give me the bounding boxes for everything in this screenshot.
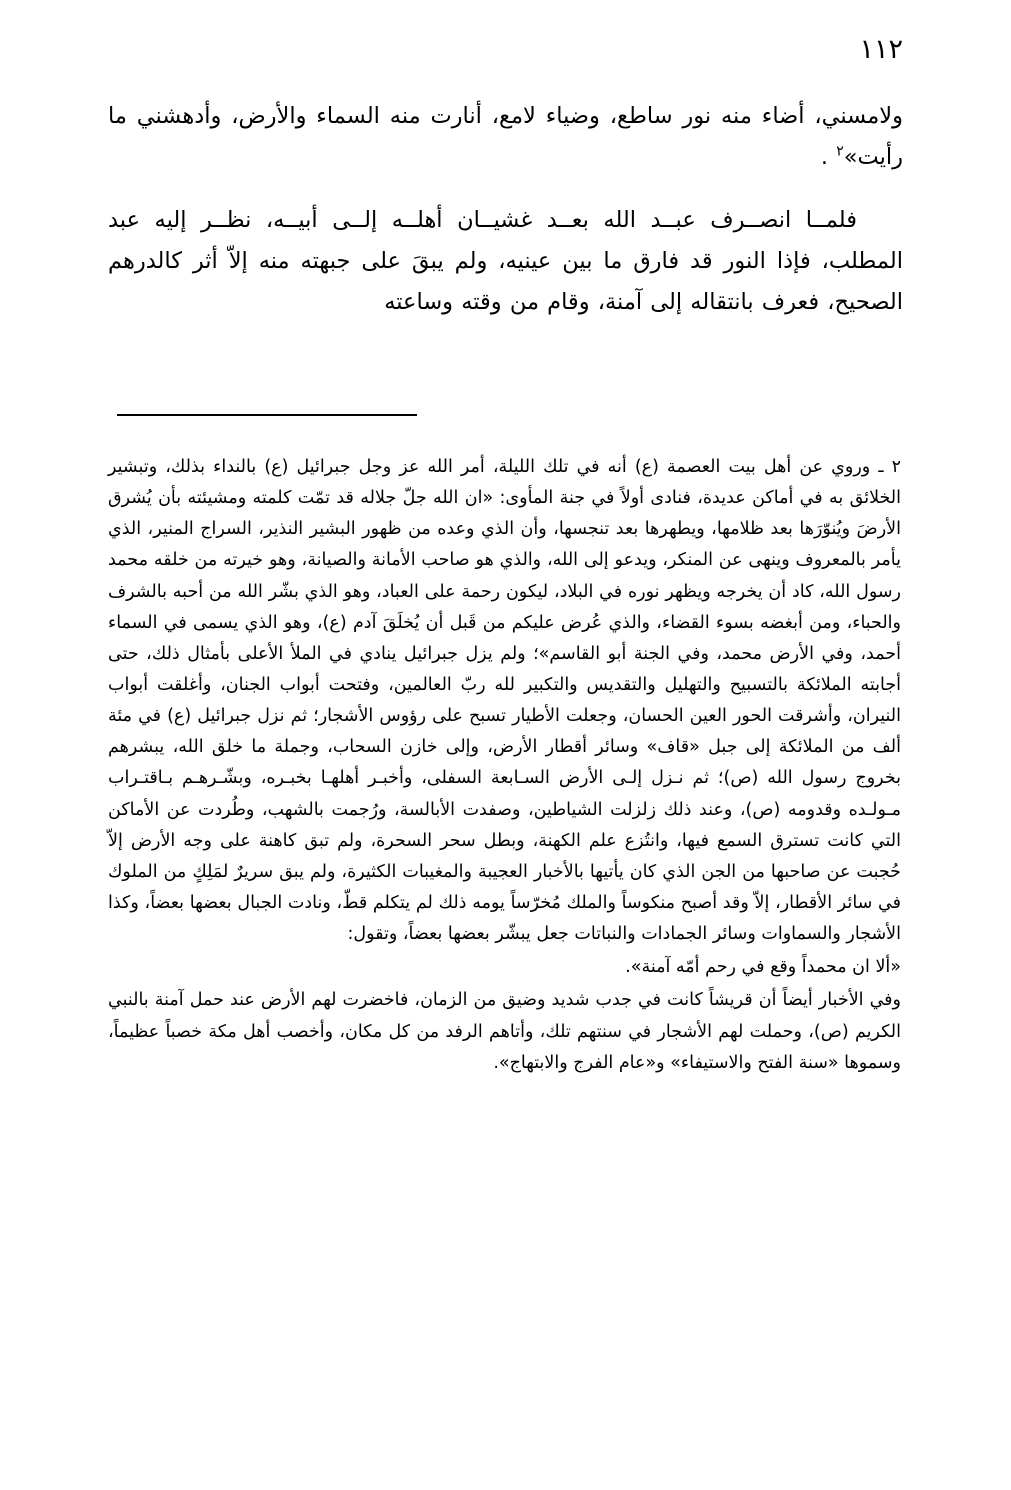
paragraph-1-text: ولامسني، أضاء منه نور ساطع، وضياء لامع، أنارت منه السماء والأرض، وأدهشني ما رأيت» [108,103,903,170]
paragraph-2: فلمــا انصــرف عبــد الله بعــد غشيــان أهلــه إلــى أبيــه، نظــر إليه عبد المطلب، فإذا النور قد فارق ما بين عينيه، ولم يبقَ على جبهته منه إلاّ أثر كالدرهم الصحيح، فعرف بانتقاله إلى آمنة، وقام من وقته وساعته [108,206,903,315]
footnote-body-3: وفي الأخبار أيضاً أن قريشاً كانت في جدب شديد وضيق من الزمان، فاخضرت لهم الأرض عند حمل آمنة بالنبي الكريم (ص)، وحملت لهم الأشجار في سنتهم تلك، وأتاهم الرفد من كل مكان، وأخصب أهل مكة خصباً عظيماً، وسموها «سنة الفتح والاستيفاء» و«عام الفرج والابتهاج». [108,990,901,1073]
footnote-item-2 [108,452,901,950]
paragraph-1-trailing: . [820,143,837,170]
page-number: ١١٢ [859,34,903,65]
footnote-separator-rule [117,414,417,416]
footnote-body-2: «ألا ان محمداً وقع في رحم أمّه آمنة». [625,957,901,978]
main-text-area [108,96,903,345]
footnote-marker: ٢ ـ [878,457,901,477]
footnotes-area [108,452,901,1081]
footnote-reference-2[interactable]: ٢ [836,143,844,160]
paragraph-1 [108,96,903,178]
footnote-body-1: وروي عن أهل بيت العصمة (ع) أنه في تلك الليلة، أمر الله عز وجل جبرائيل (ع) بالنداء بذلك، وتبشير الخلائق به في أماكن عديدة، فنادى أولاً في جنة المأوى: «ان الله جلّ جلاله قد تمّت كلمته ومشيئته بأن يُشرق الأرضَ ويُنوّرَها بعد ظلامها، ويطهرها بعد تنجسها، وأن الذي وعده من ظهور البشير النذير، السراج المنير، الذي يأمر بالمعروف وينهى عن المنكر، ويدعو إلى الله، والذي هو صاحب الأمانة والصيانة، وهو خيرته من خلقه محمد رسول الله، كاد أن يخرجه ويظهر نوره في البلاد، ليكون رحمة على العباد، وهو الذي بشّر الله من أحبه بالشرف والحباء، ومن أبغضه بسوء القضاء، والذي عُرض عليكم من قَبل أن يُخلَقَ آدم (ع)، وهو الذي يسمى في السماء أحمد، وفي الأرض محمد، وفي الجنة أبو القاسم»؛ ولم يزل جبرائيل ينادي في الملأ الأعلى بأمثال ذلك، حتى أجابته الملائكة بالتسبيح والتهليل والتقديس والتكبير لله ربّ العالمين، وفتحت أبواب الجنان، وأغلقت أبواب النيران، وأشرقت الحور العين الحسان، وجعلت الأطيار تسبح على رؤوس الأشجار؛ ثم نزل جبرائيل (ع) في مئة ألف من الملائكة إلى جبل «قاف» وسائر أقطار الأرض، وإلى خازن السحاب، وجملة ما خلق الله، يبشرهم بخروج رسول الله (ص)؛ ثم نـزل إلـى الأرض السـابعة السفلى، وأخبـر أهلهـا بخبـره، وبشّـرهـم بـاقتـراب مـولـده وقدومه (ص)، وعند ذلك زلزلت الشياطين، وصفدت الأبالسة، ورُجمت بالشهب، وطُردت عن الأماكن التي كانت تسترق السمع فيها، وانتُزع علم الكهنة، وبطل سحر السحرة، ولم تبق كاهنة على وجه الأرض إلاّ حُجبت عن صاحبها من الجن الذي كان يأتيها بالأخبار العجيبة والمغيبات الكثيرة، ولم يبق سريرٌ لمَلِكٍ من الملوك في سائر الأقطار، إلاّ وقد أصبح منكوساً والملك مُخرّساً يومه ذلك لم يتكلم قطّ، ونادت الجبال بعضها بعضاً، وكذا الأشجار والسماوات وسائر الجمادات والنباتات جعل يبشّر بعضها بعضاً، وتقول: [108,457,901,945]
